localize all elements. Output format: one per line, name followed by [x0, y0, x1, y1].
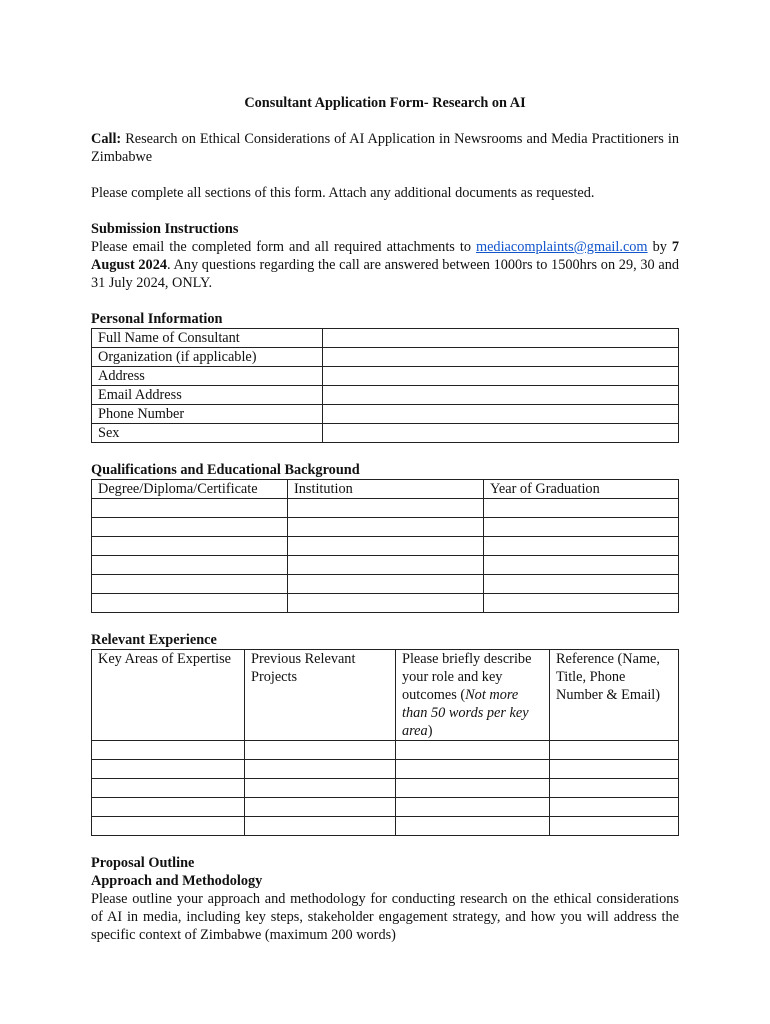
personal-row: [92, 424, 679, 443]
experience-cell[interactable]: [396, 741, 550, 760]
personal-row: [92, 348, 679, 367]
personal-row-value[interactable]: [323, 348, 679, 367]
call-label: Call:: [91, 131, 122, 147]
experience-cell[interactable]: [245, 779, 396, 798]
experience-cell[interactable]: [396, 817, 550, 836]
form-title: Consultant Application Form- Research on AI: [244, 95, 526, 111]
personal-row: [92, 367, 679, 386]
approach-subheading: Approach and Methodology: [91, 873, 263, 889]
submission-text-tail: . Any questions regarding the call are answered between 1000rs to 1500hrs on 29, 30 and 31 July 2024, ONLY.: [91, 257, 679, 291]
qualifications-header-row: [92, 480, 679, 499]
submission-text: [91, 238, 679, 292]
qualifications-cell[interactable]: [288, 556, 484, 575]
experience-cell[interactable]: [92, 741, 245, 760]
qualifications-column-header: Degree/Diploma/Certificate: [92, 480, 288, 499]
qualifications-cell[interactable]: [484, 518, 679, 537]
experience-cell[interactable]: [550, 741, 679, 760]
col-role-outcomes-note: Not more than 50 words per key area: [402, 687, 529, 739]
qualifications-table: [91, 479, 679, 613]
proposal-heading: Proposal Outline: [91, 855, 195, 871]
experience-cell[interactable]: [245, 741, 396, 760]
qualifications-cell[interactable]: [288, 594, 484, 613]
qualifications-cell[interactable]: [92, 537, 288, 556]
submission-text-by: by: [652, 239, 667, 255]
qualifications-row: [92, 594, 679, 613]
experience-row: [92, 741, 679, 760]
qualifications-row: [92, 575, 679, 594]
personal-row-label: Full Name of Consultant: [92, 329, 323, 348]
experience-cell[interactable]: [550, 817, 679, 836]
qualifications-row: [92, 518, 679, 537]
experience-cell[interactable]: [550, 760, 679, 779]
experience-cell[interactable]: [92, 779, 245, 798]
qualifications-cell[interactable]: [484, 556, 679, 575]
experience-heading: Relevant Experience: [91, 632, 217, 648]
qualifications-column-header: Year of Graduation: [484, 480, 679, 499]
deadline-date: 7 August 2024: [91, 239, 680, 273]
experience-cell[interactable]: [396, 798, 550, 817]
experience-cell[interactable]: [245, 798, 396, 817]
qualifications-cell[interactable]: [484, 575, 679, 594]
qualifications-cell[interactable]: [92, 594, 288, 613]
col-role-outcomes-lead: Please briefly describe your role and key outcomes (: [402, 651, 532, 703]
experience-table: [91, 649, 679, 836]
col-key-areas: Key Areas of Expertise: [92, 650, 245, 741]
personal-row-value[interactable]: [323, 424, 679, 443]
personal-row-value[interactable]: [323, 329, 679, 348]
personal-row: [92, 329, 679, 348]
experience-cell[interactable]: [92, 760, 245, 779]
email-link[interactable]: mediacomplaints@gmail.com: [475, 239, 648, 255]
qualifications-cell[interactable]: [92, 556, 288, 575]
col-role-outcomes-tail: ): [427, 723, 433, 739]
personal-row: [92, 386, 679, 405]
personal-row-value[interactable]: [323, 367, 679, 386]
experience-cell[interactable]: [92, 798, 245, 817]
submission-text-lead: Please email the completed form and all required attachments to: [91, 239, 471, 255]
qualifications-cell[interactable]: [484, 499, 679, 518]
qualifications-cell[interactable]: [484, 594, 679, 613]
qualifications-cell[interactable]: [92, 518, 288, 537]
experience-cell[interactable]: [245, 817, 396, 836]
experience-cell[interactable]: [396, 760, 550, 779]
personal-row-label: Phone Number: [92, 405, 323, 424]
personal-row-value[interactable]: [323, 386, 679, 405]
col-previous-projects: Previous Relevant Projects: [245, 650, 396, 741]
submission-heading: Submission Instructions: [91, 221, 239, 237]
call-paragraph: [91, 130, 679, 166]
experience-row: [92, 798, 679, 817]
qualifications-row: [92, 499, 679, 518]
experience-header-row: [92, 650, 679, 741]
col-reference: Reference (Name, Title, Phone Number & Email): [550, 650, 679, 741]
intro-text: Please complete all sections of this form. Attach any additional documents as requested.: [91, 185, 595, 201]
experience-cell[interactable]: [550, 798, 679, 817]
qualifications-cell[interactable]: [288, 518, 484, 537]
qualifications-cell[interactable]: [288, 499, 484, 518]
qualifications-cell[interactable]: [92, 575, 288, 594]
experience-cell[interactable]: [550, 779, 679, 798]
qualifications-column-header: Institution: [288, 480, 484, 499]
approach-text: Please outline your approach and methodology for conducting research on the ethical considerations of AI in media, including key steps, stakeholder engagement strategy, and how you will address the specific context of Zimbabwe (maximum 200 words): [91, 891, 679, 943]
document-page: [91, 94, 679, 944]
qualifications-heading: Qualifications and Educational Background: [91, 462, 360, 478]
call-text: Research on Ethical Considerations of AI Application in Newsrooms and Media Practitioners in Zimbabwe: [91, 131, 679, 165]
personal-row-label: Organization (if applicable): [92, 348, 323, 367]
personal-info-table: [91, 328, 679, 443]
experience-cell[interactable]: [396, 779, 550, 798]
personal-row: [92, 405, 679, 424]
experience-row: [92, 779, 679, 798]
qualifications-row: [92, 556, 679, 575]
personal-row-label: Address: [92, 367, 323, 386]
qualifications-cell[interactable]: [288, 537, 484, 556]
experience-cell[interactable]: [245, 760, 396, 779]
personal-row-label: Sex: [92, 424, 323, 443]
personal-row-value[interactable]: [323, 405, 679, 424]
qualifications-cell[interactable]: [484, 537, 679, 556]
experience-row: [92, 760, 679, 779]
experience-row: [92, 817, 679, 836]
qualifications-cell[interactable]: [288, 575, 484, 594]
personal-row-label: Email Address: [92, 386, 323, 405]
qualifications-cell[interactable]: [92, 499, 288, 518]
qualifications-row: [92, 537, 679, 556]
experience-cell[interactable]: [92, 817, 245, 836]
col-role-outcomes: [396, 650, 550, 741]
personal-heading: Personal Information: [91, 311, 223, 327]
